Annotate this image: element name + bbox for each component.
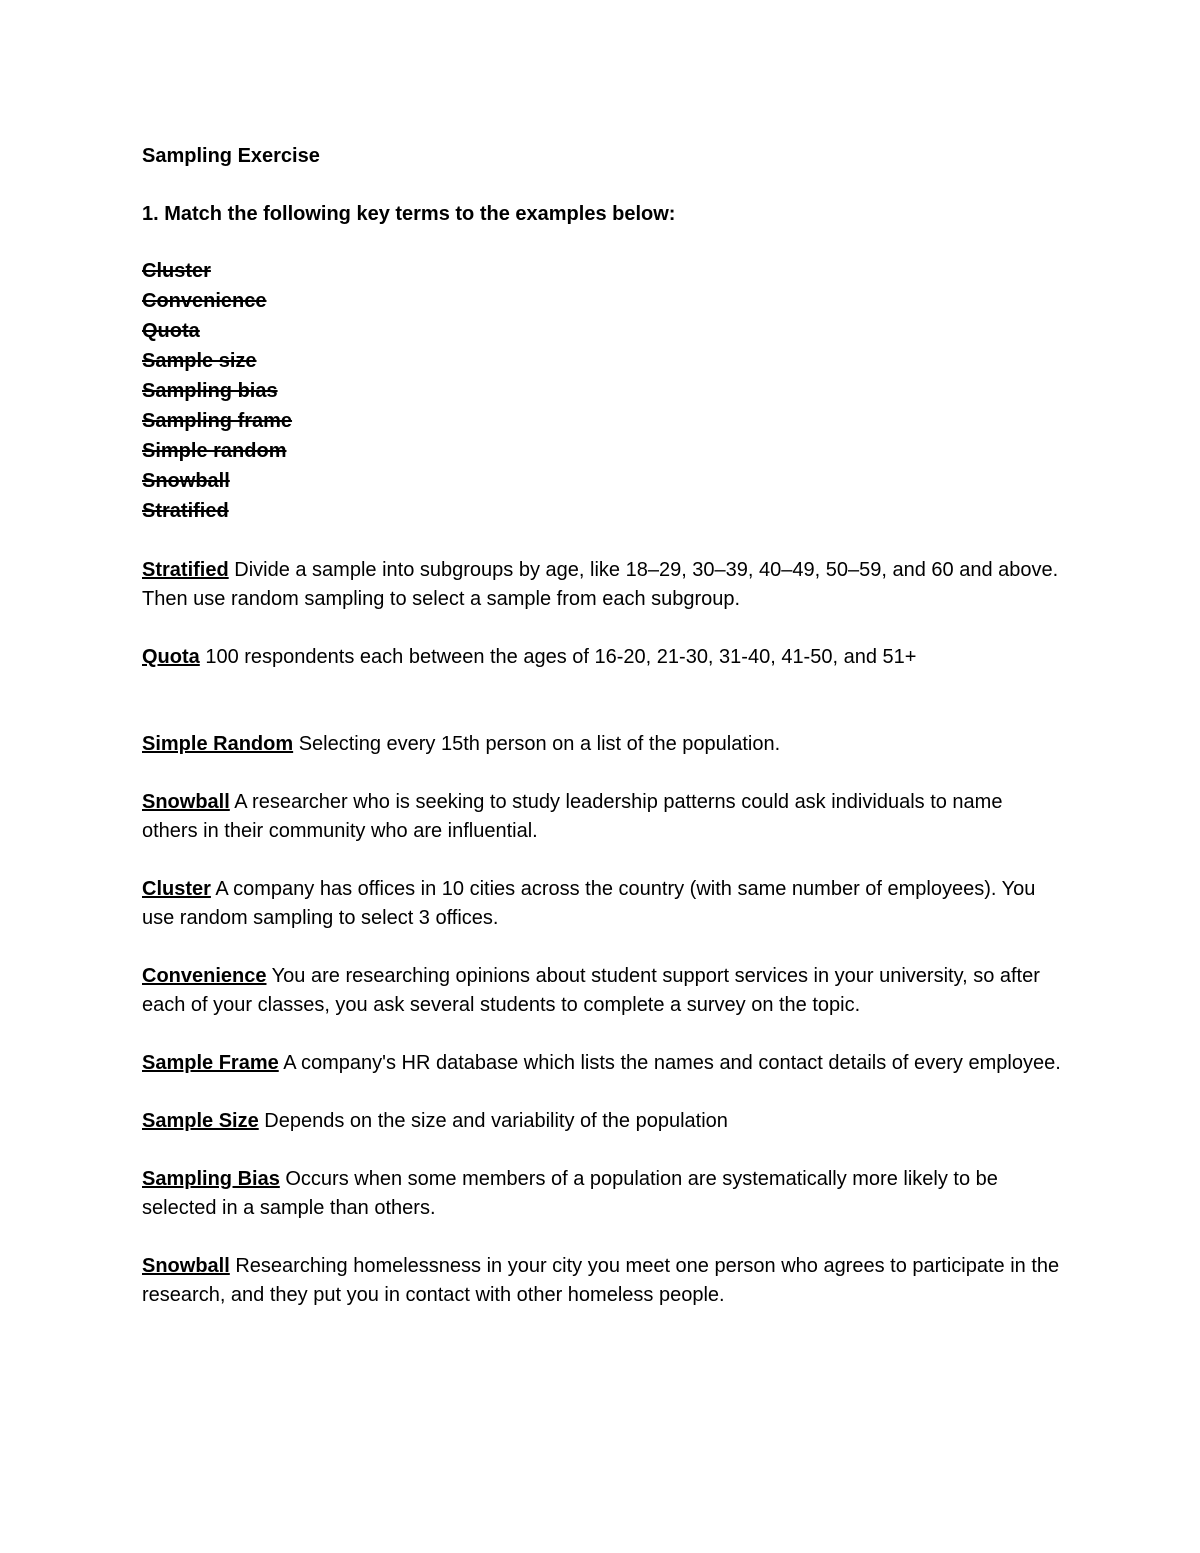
answer-text: Selecting every 15th person on a list of the population. <box>293 733 781 755</box>
question-heading: 1. Match the following key terms to the examples below: <box>142 203 676 225</box>
document-page <box>142 140 1062 1310</box>
answer-term: Convenience <box>142 965 267 987</box>
answer-text: A researcher who is seeking to study leadership patterns could ask individuals to name others in their community who are influential. <box>142 791 1003 842</box>
answer-text: Researching homelessness in your city you meet one person who agrees to participate in the research, and they put you in contact with other homeless people. <box>142 1255 1060 1306</box>
answer-text: A company has offices in 10 cities across the country (with same number of employees). You use random sampling to select 3 offices. <box>142 878 1036 929</box>
answer-term: Sample Frame <box>142 1052 279 1074</box>
document-title: Sampling Exercise <box>142 145 320 167</box>
answer-text: A company's HR database which lists the names and contact details of every employee. <box>278 1052 1061 1074</box>
answer-text: Divide a sample into subgroups by age, like 18–29, 30–39, 40–49, 50–59, and 60 and above. Then use random sampling to select a sample from each subgroup. <box>142 559 1059 610</box>
answer-snowball-homelessness <box>142 1252 1062 1310</box>
crossed-term: Convenience <box>142 290 267 312</box>
answer-text: You are researching opinions about student support services in your university, so after each of your classes, you ask several students to complete a survey on the topic. <box>142 965 1040 1016</box>
answer-term: Simple Random <box>142 733 294 755</box>
answer-text: Occurs when some members of a population are systematically more likely to be selected in a sample than others. <box>142 1168 998 1219</box>
answer-simple-random <box>142 730 1062 759</box>
crossed-term: Snowball <box>142 470 230 492</box>
answer-term: Snowball <box>142 1255 230 1277</box>
answer-sampling-bias <box>142 1165 1062 1223</box>
crossed-term: Simple random <box>142 440 287 462</box>
answer-stratified <box>142 556 1062 614</box>
key-terms-list <box>142 256 1062 526</box>
crossed-term: Sample size <box>142 350 257 372</box>
crossed-term: Sampling bias <box>142 380 278 402</box>
crossed-term: Quota <box>142 320 200 342</box>
answer-snowball <box>142 788 1062 846</box>
answer-cluster <box>142 875 1062 933</box>
crossed-term: Stratified <box>142 500 229 522</box>
answer-convenience <box>142 962 1062 1020</box>
answer-sample-frame <box>142 1049 1062 1078</box>
answer-term: Sample Size <box>142 1110 259 1132</box>
answer-term: Quota <box>142 646 200 668</box>
crossed-term: Sampling frame <box>142 410 293 432</box>
answer-sample-size <box>142 1107 1062 1136</box>
answer-quota <box>142 643 1062 672</box>
answer-term: Sampling Bias <box>142 1168 280 1190</box>
answer-term: Snowball <box>142 791 230 813</box>
answer-term: Stratified <box>142 559 229 581</box>
answer-text: Depends on the size and variability of the population <box>258 1110 728 1132</box>
answer-text: 100 respondents each between the ages of 16-20, 21-30, 31-40, 41-50, and 51+ <box>199 646 917 668</box>
answers-section <box>142 556 1062 1310</box>
crossed-term: Cluster <box>142 260 211 282</box>
answer-term: Cluster <box>142 878 211 900</box>
